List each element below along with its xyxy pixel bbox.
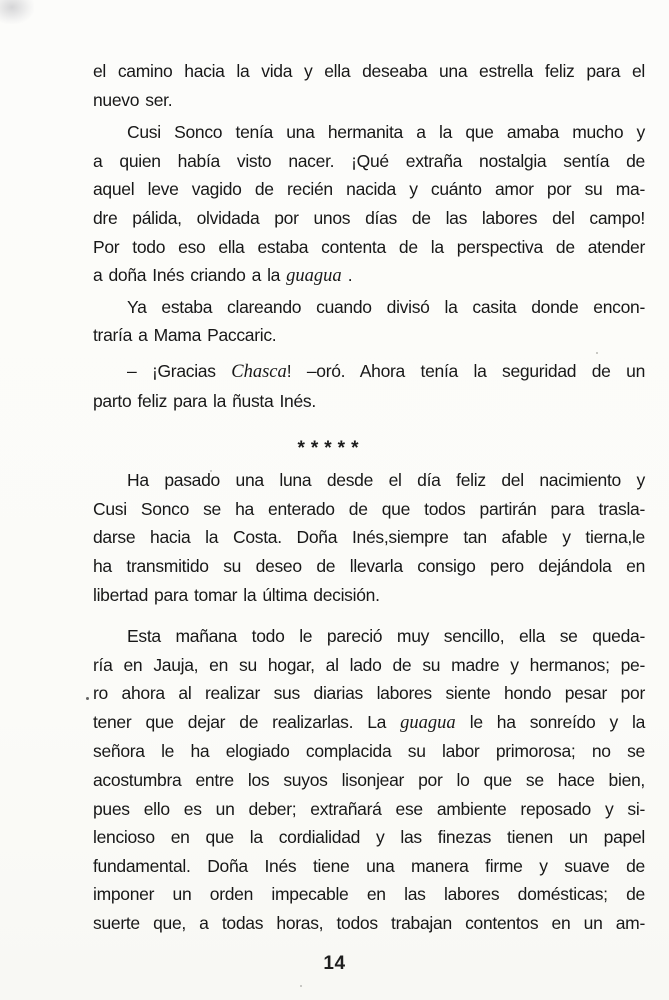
text-segment: ! –oró. Ahora tenía la seguridad de un	[286, 360, 646, 381]
page-number: 14	[323, 953, 346, 974]
ink-speck	[86, 697, 89, 700]
paragraph	[93, 622, 645, 938]
text-line: Ya estaba clareando cuando divisó la casita donde encon-	[127, 296, 645, 317]
scan-smudge	[0, 0, 34, 24]
text-block	[93, 57, 645, 938]
paper-noise	[300, 985, 302, 987]
paragraph	[93, 57, 645, 114]
italic-word: guagua	[286, 266, 342, 287]
italic-word: Chasca	[231, 361, 287, 382]
section-separator: *****	[297, 438, 365, 460]
text-line: el camino hacia la vida y ella deseaba una estrella feliz para el	[93, 61, 645, 81]
text-line	[93, 357, 645, 387]
paragraph	[93, 118, 645, 291]
text-segment: .	[341, 265, 353, 286]
text-segment: – ¡Gracias	[127, 360, 232, 381]
text-line	[93, 261, 645, 291]
text-line: suerte que, a todas horas, todos trabajan contentos en un am-	[93, 913, 645, 934]
italic-word: guagua	[400, 712, 456, 733]
text-line: ría en Jauja, en su hogar, al lado de su madre y hermanos; pe-	[93, 654, 645, 675]
text-line: a quien había visto nacer. ¡Qué extraña nostalgia sentía de	[93, 150, 645, 171]
text-line: nuevo ser.	[93, 89, 173, 110]
text-line: libertad para tomar la última decisión.	[93, 584, 380, 605]
text-line: lencioso en que la cordialidad y las finezas tienen un papel	[93, 827, 645, 848]
text-line: fundamental. Doña Inés tiene una manera firme y suave de	[93, 855, 645, 876]
text-segment: tener que dejar de realizarlas. La	[93, 711, 401, 732]
text-line: Cusi Sonco se ha enterado de que todos partirán para trasla-	[93, 498, 645, 519]
text-line	[93, 708, 645, 738]
text-line: acostumbra entre los suyos lisonjear por lo que se hace bien,	[93, 770, 645, 791]
text-line: ro ahora al realizar sus diarias labores siente hondo pesar por	[93, 683, 645, 704]
text-line: señora le ha elogiado complacida su labor primorosa; no se	[93, 741, 645, 762]
text-line: imponer un orden impecable en las labores domésticas; de	[93, 884, 645, 905]
text-line: traría a Mama Paccaric.	[93, 325, 277, 346]
text-line: dre pálida, olvidada por unos días de las labores del campo!	[93, 207, 645, 228]
text-segment: a doña Inés criando a la	[93, 265, 287, 286]
text-line: aquel leve vagido de recién nacida y cuánto amor por su ma-	[93, 179, 645, 200]
text-line: Esta mañana todo le pareció muy sencillo, ella se queda-	[127, 626, 645, 647]
text-line: parto feliz para la ñusta Inés.	[93, 390, 316, 411]
text-line: pues ello es un deber; extrañará ese ambiente reposado y si-	[93, 798, 645, 819]
text-line: Por todo eso ella estaba contenta de la perspectiva de atender	[93, 236, 645, 257]
text-line: Ha pasado una luna desde el día feliz del nacimiento y	[127, 470, 645, 491]
paragraph	[93, 466, 645, 609]
text-line: darse hacia la Costa. Doña Inés,siempre tan afable y tierna,le	[93, 527, 645, 548]
paragraph	[93, 357, 645, 415]
text-line: ha transmitido su deseo de llevarla consigo pero dejándola en	[93, 555, 645, 576]
text-line: Cusi Sonco tenía una hermanita a la que amaba mucho y	[127, 122, 645, 143]
paragraph	[93, 293, 645, 350]
text-segment: le ha sonreído y la	[455, 711, 645, 732]
